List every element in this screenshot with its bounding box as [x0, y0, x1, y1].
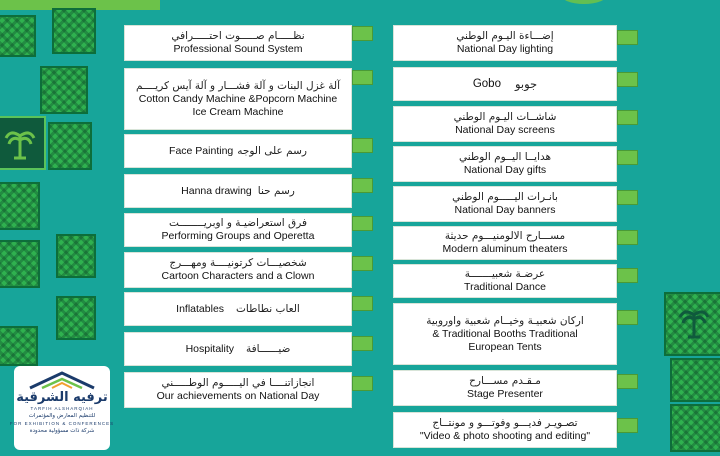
logo-tagline-en: FOR EXHIBITION & CONFERENCES — [9, 421, 115, 426]
card-tab — [617, 72, 638, 87]
card-tab — [617, 110, 638, 125]
top-decor-shape — [560, 0, 608, 4]
pattern-tile — [0, 240, 40, 288]
card-tab — [617, 374, 638, 389]
palm-tree-icon — [676, 298, 712, 342]
service-label-en: Performing Groups and Operetta — [161, 230, 315, 242]
card-tab — [617, 310, 638, 325]
service-label-en: European Tents — [468, 340, 542, 353]
service-label-en: Hanna drawing — [181, 184, 252, 197]
service-card — [393, 186, 617, 222]
service-label-en: Our achievements on National Day — [156, 390, 320, 402]
service-label-ar: آلة غزل البنات و آلة فشـــار و آلة آيس كريــــم — [136, 79, 340, 92]
service-label-en: & Traditional Booths Traditional — [432, 327, 578, 340]
card-tab — [352, 26, 373, 41]
pattern-tile — [56, 296, 96, 340]
service-card — [393, 146, 617, 182]
service-card — [393, 303, 617, 365]
service-card — [393, 226, 617, 260]
service-label-en: Modern aluminum theaters — [442, 243, 568, 255]
service-card — [124, 252, 352, 288]
card-tab — [617, 30, 638, 45]
service-label-en: Traditional Dance — [464, 281, 546, 293]
service-label-ar: فرق استعراضيـة و اوبريــــــــت — [168, 217, 308, 229]
service-card — [393, 106, 617, 142]
service-card — [393, 25, 617, 61]
service-label-en: Cotton Candy Machine &Popcorn Machine — [138, 92, 338, 105]
pattern-tile — [52, 8, 96, 54]
service-label-ar: العاب نطاطات — [236, 302, 300, 315]
pattern-tile — [0, 15, 36, 57]
service-label-en: National Day gifts — [463, 164, 547, 176]
service-label-ar: هدايــا اليــوم الوطني — [458, 151, 552, 163]
service-label-ar: تصـويـر فديـــو وفوتـــو و مونتــاج — [432, 417, 578, 429]
service-label-en: Face Painting — [169, 144, 234, 157]
card-tab — [352, 216, 373, 231]
service-label-ar: ضيــــــافة — [246, 342, 291, 355]
service-label-ar: انجازاتنــــا في اليـــــوم الوطـــــني — [161, 377, 315, 389]
service-card — [124, 213, 352, 247]
service-label-ar: رسم حنا — [257, 184, 295, 197]
logo-company-type: شركة ذات مسؤولية محدودة — [29, 428, 95, 434]
service-label-en: Ice Cream Machine — [192, 105, 284, 118]
service-card — [124, 332, 352, 366]
service-card — [124, 292, 352, 326]
service-card — [124, 372, 352, 408]
service-label-en: Hospitality — [185, 342, 235, 355]
card-tab — [617, 230, 638, 245]
service-card — [124, 134, 352, 168]
service-label-en: National Day screens — [455, 124, 555, 136]
service-label-ar: عرضـة شعبيـــــــة — [464, 268, 546, 280]
service-label-ar: شاشــات اليـوم الوطني — [453, 111, 557, 123]
service-label-en: National Day banners — [454, 204, 556, 216]
card-tab — [352, 70, 373, 85]
service-label-ar: إضـــاءة اليـوم الوطني — [456, 30, 554, 42]
card-tab — [352, 178, 373, 193]
service-card — [124, 25, 352, 61]
service-label-en: National Day lighting — [456, 43, 554, 55]
card-tab — [617, 150, 638, 165]
pattern-tile — [670, 358, 720, 402]
company-logo — [9, 366, 115, 450]
card-tab — [617, 190, 638, 205]
pattern-tile — [0, 182, 40, 230]
service-card — [393, 412, 617, 448]
service-card — [393, 67, 617, 101]
pattern-tile — [670, 404, 720, 452]
logo-tent-icon — [22, 370, 102, 390]
card-tab — [617, 268, 638, 283]
service-label-en: Cartoon Characters and a Clown — [161, 270, 315, 282]
pattern-tile — [48, 122, 92, 170]
logo-title: ترفيه الشرقية — [16, 390, 108, 405]
service-label-en: Gobo — [472, 77, 501, 90]
pattern-tile — [40, 66, 88, 114]
service-label-en: "Video & photo shooting and editing" — [419, 430, 591, 442]
service-label-ar: جوبو — [514, 76, 538, 91]
logo-tagline-ar: للتنظيم المعارض والمؤتمرات — [28, 413, 96, 419]
service-label-ar: اركان شعبيـة وخيــام شعبية واوروبية — [426, 314, 584, 327]
service-card — [124, 68, 352, 130]
pattern-tile — [56, 234, 96, 278]
pattern-tile — [0, 326, 38, 366]
service-card — [393, 370, 617, 406]
service-label-ar: بانـرات اليـــــوم الوطني — [452, 191, 558, 203]
card-tab — [617, 418, 638, 433]
service-card — [393, 264, 617, 298]
palm-tree-icon — [2, 122, 38, 160]
service-label-ar: شخصيـــات كرتونيــــة ومهـــرج — [169, 257, 307, 269]
card-tab — [352, 376, 373, 391]
service-label-ar: رسم على الوجه — [237, 144, 307, 157]
service-label-en: Stage Presenter — [467, 388, 543, 400]
service-label-en: Professional Sound System — [173, 43, 303, 55]
card-tab — [352, 138, 373, 153]
card-tab — [352, 256, 373, 271]
service-card — [124, 174, 352, 208]
logo-brand-latin: TARFIH ALSHARQIAH — [30, 406, 94, 411]
service-label-ar: مســـارح الالومنيـــوم حديثة — [444, 230, 566, 242]
card-tab — [352, 336, 373, 351]
service-label-ar: مـقـدم مســـارح — [469, 375, 541, 387]
service-label-en: Inflatables — [176, 302, 225, 315]
card-tab — [352, 296, 373, 311]
service-label-ar: نظـــــام صـــــوت احتـــــرافي — [171, 30, 305, 42]
